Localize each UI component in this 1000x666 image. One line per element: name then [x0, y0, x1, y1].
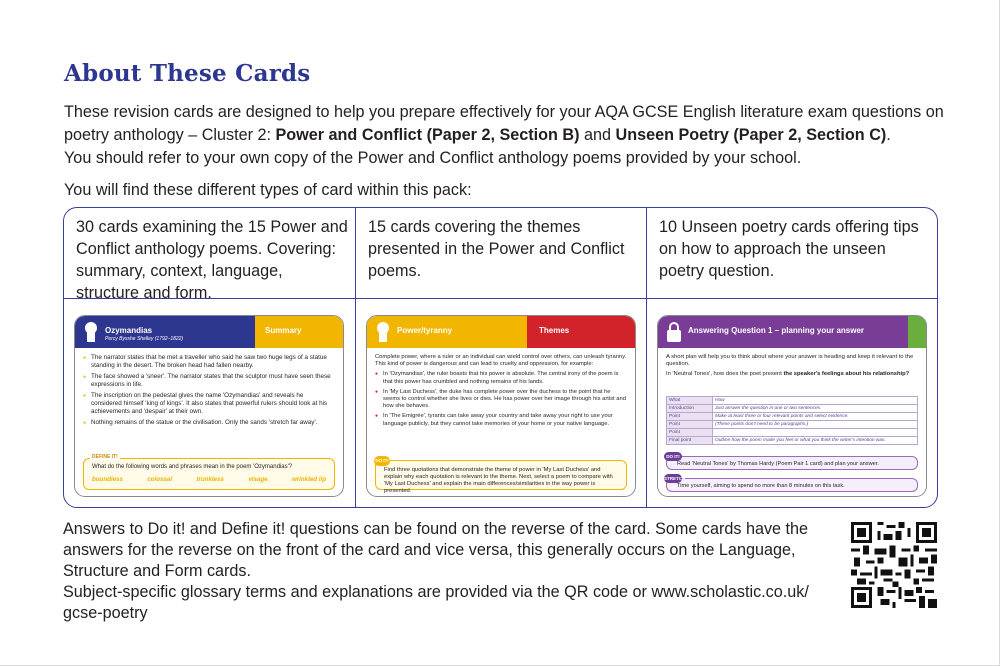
table-cell: Make at least three or four relevant points and select evidence. — [713, 413, 918, 421]
card-title: Power/tyranny — [397, 326, 453, 335]
card-bullet: ● In 'My Last Duchess', the duke has complete power over the duchess to the point that he seems to control whether she lives or dies. He has power over her image through his artist and how she behaves. — [375, 389, 627, 411]
card-bullet: ● In 'The Emigrée', tyrants can take away your country and take away your right to use your language publicly, but they cannot take memories of your home or your native language. — [375, 413, 627, 427]
card-intro: A short plan will help you to think about where your answer is heading and keep it relevant to the question. — [666, 354, 914, 368]
define-it-box — [83, 454, 335, 490]
intro-paragraph — [64, 101, 944, 170]
card-question-bold: the speaker's feelings about his relationship? — [783, 371, 910, 378]
define-it-question: What do the following words and phrases mean in the poem 'Ozymandias'? — [92, 464, 293, 470]
intro-line-1: These revision cards are designed to help you prepare effectively for your AQA GCSE English literature exam questions on — [64, 103, 944, 121]
lock-icon — [664, 320, 684, 344]
table-cell: Introduction — [667, 405, 713, 413]
table-cell: Point — [667, 421, 713, 429]
table-row — [667, 437, 918, 445]
table-cell — [713, 429, 918, 437]
intro-line-2-mid: and — [579, 126, 616, 144]
card-bullet: ● The face showed a 'sneer'. The narrator states that the sculptor must have seen these expressions in life. — [83, 373, 335, 389]
define-word: boundless — [92, 476, 123, 483]
sample-card-summary — [74, 315, 344, 497]
stretch-it-box — [666, 478, 918, 492]
card-intro: Complete power, where a ruler or an individual can wield control over others, can unleash tyranny. This kind of power is dangerous and can lead to cruelty and oppression, for example: — [375, 354, 627, 368]
do-it-text: Read 'Neutral Tones' by Thomas Hardy (Poem Pair 1 card) and plan your answer. — [677, 461, 879, 467]
intro-line-2-end: . — [886, 126, 891, 144]
card-types-lead: You will find these different types of card within this pack: — [64, 181, 472, 199]
column-unseen-cards — [647, 208, 938, 507]
stretch-it-label: STRETCH IT! — [664, 476, 686, 490]
table-row — [667, 397, 918, 405]
card-bullet: ● The narrator states that he met a traveller who said he saw two huge legs of a statue standing in the desert. The broken head had fallen nearby. — [83, 354, 335, 370]
card-body — [666, 354, 918, 382]
intro-line-2 — [64, 124, 944, 147]
table-row — [667, 429, 918, 437]
card-types-panel — [63, 207, 938, 508]
card-bullet: ● In 'Ozymandias', the ruler boasts that his power is absolute. The central irony of the poem is that this power has crumbled and nothing remains of his lands. — [375, 371, 627, 385]
define-word: wrinkled lip — [291, 476, 326, 483]
sample-card-unseen — [657, 315, 927, 497]
do-it-text: Find three quotations that demonstrate the theme of power in 'My Last Duchess' and explain why each quotation is relevant to the theme. Next, select a poem to compare with 'My Last Duchess' and explain the main differences/similarities in the way power is presented. — [384, 467, 613, 494]
define-word: colossal — [147, 476, 173, 483]
card-body — [375, 354, 627, 431]
table-cell: Point — [667, 413, 713, 421]
table-row — [667, 405, 918, 413]
define-it-label: DEFINE IT! — [92, 454, 118, 460]
card-question — [666, 371, 918, 378]
intro-line-2-pre: poetry anthology – Cluster 2: — [64, 126, 276, 144]
card-header — [75, 316, 343, 348]
table-cell: (These points don't need to be paragraphs.) — [713, 421, 918, 429]
footer-answers-note: Answers to Do it! and Define it! questions can be found on the reverse of the card. Some cards have the answers for the reverse on the front of the card and vice versa, this generally occurs on the Language, Structure and Form cards. — [63, 520, 809, 580]
card-title: Ozymandias — [105, 326, 153, 335]
footer-notes — [63, 519, 833, 624]
sample-card-themes — [366, 315, 636, 497]
qr-code-icon[interactable] — [851, 522, 937, 608]
table-cell: How — [713, 397, 918, 405]
card-bullet: ● Nothing remains of the statue or the civilisation. Only the sands 'stretch far away'. — [83, 419, 335, 427]
define-it-words — [92, 476, 326, 483]
card-question-pre: In 'Neutral Tones', how does the poet present — [666, 371, 784, 378]
do-it-box — [666, 456, 918, 470]
intro-line-3: You should refer to your own copy of the Power and Conflict anthology poems provided by your school. — [64, 149, 802, 167]
stretch-it-text: Time yourself, aiming to spend no more than 8 minutes on this task. — [677, 483, 845, 489]
card-tab-label: Summary — [265, 326, 302, 335]
intro-bold-power-conflict: Power and Conflict (Paper 2, Section B) — [275, 126, 580, 144]
do-it-label: DO IT! — [374, 456, 390, 466]
column-theme-cards — [356, 208, 647, 507]
define-word: trunkless — [196, 476, 224, 483]
column-description: 30 cards examining the 15 Power and Conflict anthology poems. Covering: summary, context, language, structure and form. — [76, 218, 348, 302]
intro-bold-unseen: Unseen Poetry (Paper 2, Section C) — [615, 126, 887, 144]
table-row — [667, 421, 918, 429]
card-body — [83, 354, 335, 430]
do-it-box — [375, 458, 627, 494]
card-bullet: ● The inscription on the pedestal gives the name 'Ozymandias' and reveals he considered himself 'king of kings'. It also states that powerful rulers should look at his achievements and 'despair' at their own. — [83, 392, 335, 416]
table-row — [667, 413, 918, 421]
table-cell: Final point — [667, 437, 713, 445]
card-title: Answering Question 1 – planning your answer — [688, 326, 865, 335]
card-header — [367, 316, 635, 348]
table-cell: Just answer the question in one or two sentences. — [713, 405, 918, 413]
table-cell: What — [667, 397, 713, 405]
card-author: Percy Bysshe Shelley (1792–1822) — [105, 336, 184, 342]
theme-head-icon — [373, 320, 393, 344]
card-tab-label: Themes — [539, 326, 570, 335]
footer-glossary-note: Subject-specific glossary terms and explanations are provided via the QR code or www.scholastic.co.uk/ gcse-poetry — [63, 583, 809, 622]
column-description: 15 cards covering the themes presented in the Power and Conflict poems. — [368, 218, 625, 280]
page-title: About These Cards — [64, 60, 311, 87]
column-description: 10 Unseen poetry cards offering tips on how to approach the unseen poetry question. — [659, 218, 919, 280]
card-header — [658, 316, 926, 348]
define-word: visage — [248, 476, 268, 483]
table-cell: Outline how the poem made you feel or what you think the writer's intention was. — [713, 437, 918, 445]
poem-head-icon — [81, 320, 101, 344]
column-anthology-cards — [64, 208, 356, 507]
table-cell: Point — [667, 429, 713, 437]
do-it-label: DO IT! — [664, 452, 682, 461]
plan-table — [666, 396, 918, 445]
